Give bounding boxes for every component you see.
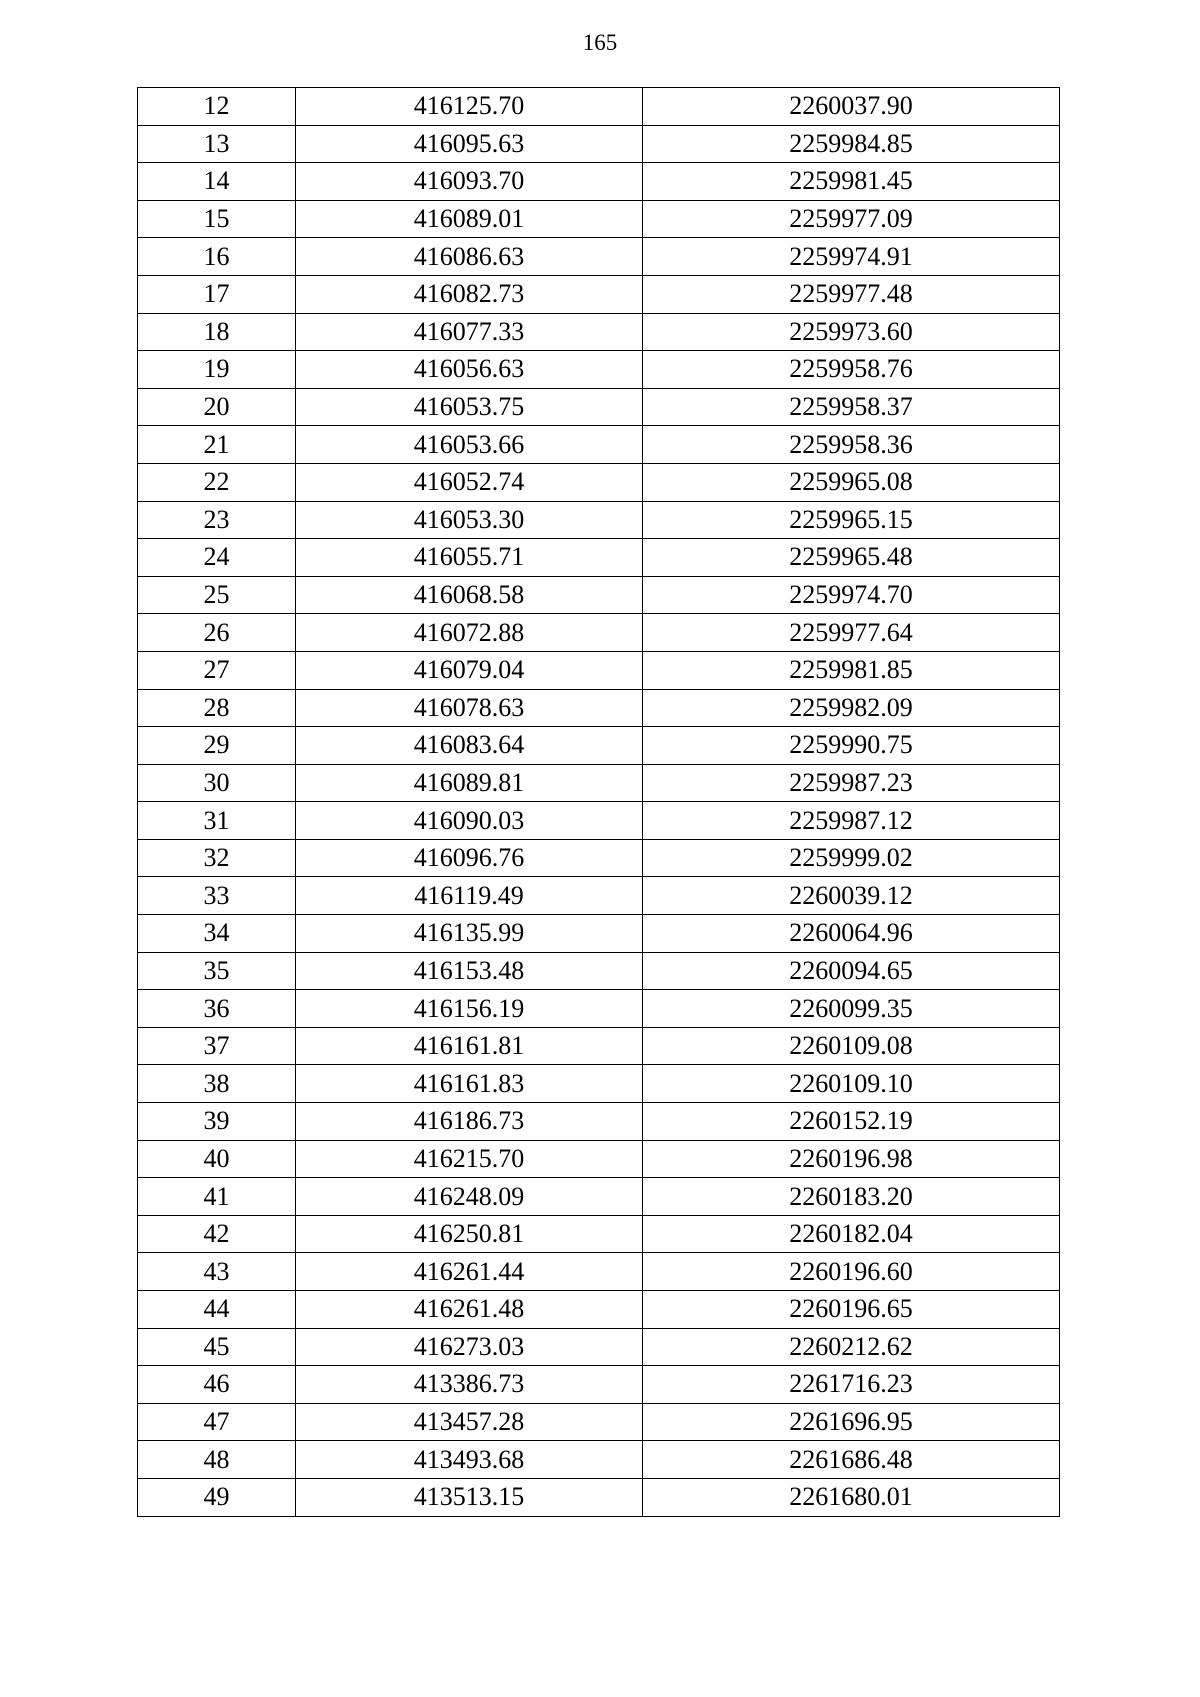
point-number-cell: 18 bbox=[138, 313, 296, 351]
x-coordinate-cell: 416186.73 bbox=[296, 1103, 643, 1141]
point-number-cell: 30 bbox=[138, 764, 296, 802]
y-coordinate-cell: 2260109.08 bbox=[643, 1027, 1060, 1065]
point-number-cell: 25 bbox=[138, 576, 296, 614]
table-row bbox=[138, 200, 1060, 238]
y-coordinate-cell: 2260094.65 bbox=[643, 952, 1060, 990]
table-row bbox=[138, 877, 1060, 915]
point-number-cell: 45 bbox=[138, 1328, 296, 1366]
point-number-cell: 23 bbox=[138, 501, 296, 539]
y-coordinate-cell: 2259958.76 bbox=[643, 351, 1060, 389]
y-coordinate-cell: 2260152.19 bbox=[643, 1103, 1060, 1141]
point-number-cell: 43 bbox=[138, 1253, 296, 1291]
table-row bbox=[138, 727, 1060, 765]
y-coordinate-cell: 2259977.48 bbox=[643, 275, 1060, 313]
point-number-cell: 36 bbox=[138, 990, 296, 1028]
y-coordinate-cell: 2259999.02 bbox=[643, 839, 1060, 877]
table-row bbox=[138, 651, 1060, 689]
y-coordinate-cell: 2259990.75 bbox=[643, 727, 1060, 765]
x-coordinate-cell: 416056.63 bbox=[296, 351, 643, 389]
coordinates-table-body bbox=[138, 88, 1060, 1517]
table-row bbox=[138, 125, 1060, 163]
x-coordinate-cell: 416135.99 bbox=[296, 915, 643, 953]
point-number-cell: 13 bbox=[138, 125, 296, 163]
table-row bbox=[138, 275, 1060, 313]
table-row bbox=[138, 952, 1060, 990]
table-row bbox=[138, 1366, 1060, 1404]
coordinates-table bbox=[137, 87, 1060, 1517]
y-coordinate-cell: 2259974.70 bbox=[643, 576, 1060, 614]
y-coordinate-cell: 2259987.23 bbox=[643, 764, 1060, 802]
point-number-cell: 31 bbox=[138, 802, 296, 840]
point-number-cell: 15 bbox=[138, 200, 296, 238]
y-coordinate-cell: 2260182.04 bbox=[643, 1215, 1060, 1253]
point-number-cell: 22 bbox=[138, 463, 296, 501]
y-coordinate-cell: 2260099.35 bbox=[643, 990, 1060, 1028]
point-number-cell: 24 bbox=[138, 539, 296, 577]
point-number-cell: 28 bbox=[138, 689, 296, 727]
point-number-cell: 44 bbox=[138, 1291, 296, 1329]
y-coordinate-cell: 2261716.23 bbox=[643, 1366, 1060, 1404]
x-coordinate-cell: 416078.63 bbox=[296, 689, 643, 727]
x-coordinate-cell: 416089.01 bbox=[296, 200, 643, 238]
table-row bbox=[138, 388, 1060, 426]
y-coordinate-cell: 2259965.08 bbox=[643, 463, 1060, 501]
x-coordinate-cell: 416215.70 bbox=[296, 1140, 643, 1178]
x-coordinate-cell: 416053.30 bbox=[296, 501, 643, 539]
y-coordinate-cell: 2259965.48 bbox=[643, 539, 1060, 577]
point-number-cell: 35 bbox=[138, 952, 296, 990]
y-coordinate-cell: 2261696.95 bbox=[643, 1403, 1060, 1441]
point-number-cell: 17 bbox=[138, 275, 296, 313]
table-row bbox=[138, 351, 1060, 389]
table-row bbox=[138, 1215, 1060, 1253]
table-row bbox=[138, 88, 1060, 126]
y-coordinate-cell: 2260196.60 bbox=[643, 1253, 1060, 1291]
y-coordinate-cell: 2259965.15 bbox=[643, 501, 1060, 539]
x-coordinate-cell: 416082.73 bbox=[296, 275, 643, 313]
y-coordinate-cell: 2259982.09 bbox=[643, 689, 1060, 727]
table-row bbox=[138, 1065, 1060, 1103]
x-coordinate-cell: 416125.70 bbox=[296, 88, 643, 126]
table-row bbox=[138, 539, 1060, 577]
point-number-cell: 49 bbox=[138, 1478, 296, 1516]
x-coordinate-cell: 416273.03 bbox=[296, 1328, 643, 1366]
y-coordinate-cell: 2260039.12 bbox=[643, 877, 1060, 915]
x-coordinate-cell: 416072.88 bbox=[296, 614, 643, 652]
x-coordinate-cell: 413513.15 bbox=[296, 1478, 643, 1516]
y-coordinate-cell: 2261686.48 bbox=[643, 1441, 1060, 1479]
point-number-cell: 39 bbox=[138, 1103, 296, 1141]
table-row bbox=[138, 576, 1060, 614]
point-number-cell: 21 bbox=[138, 426, 296, 464]
point-number-cell: 20 bbox=[138, 388, 296, 426]
x-coordinate-cell: 416090.03 bbox=[296, 802, 643, 840]
table-row bbox=[138, 1403, 1060, 1441]
y-coordinate-cell: 2260196.65 bbox=[643, 1291, 1060, 1329]
x-coordinate-cell: 416053.66 bbox=[296, 426, 643, 464]
y-coordinate-cell: 2259958.36 bbox=[643, 426, 1060, 464]
table-row bbox=[138, 915, 1060, 953]
x-coordinate-cell: 416077.33 bbox=[296, 313, 643, 351]
point-number-cell: 37 bbox=[138, 1027, 296, 1065]
y-coordinate-cell: 2259981.85 bbox=[643, 651, 1060, 689]
x-coordinate-cell: 416156.19 bbox=[296, 990, 643, 1028]
table-row bbox=[138, 1103, 1060, 1141]
table-row bbox=[138, 1027, 1060, 1065]
y-coordinate-cell: 2259977.09 bbox=[643, 200, 1060, 238]
y-coordinate-cell: 2259973.60 bbox=[643, 313, 1060, 351]
table-row bbox=[138, 238, 1060, 276]
table-row bbox=[138, 990, 1060, 1028]
y-coordinate-cell: 2260064.96 bbox=[643, 915, 1060, 953]
point-number-cell: 33 bbox=[138, 877, 296, 915]
table-row bbox=[138, 802, 1060, 840]
x-coordinate-cell: 416119.49 bbox=[296, 877, 643, 915]
point-number-cell: 19 bbox=[138, 351, 296, 389]
x-coordinate-cell: 416055.71 bbox=[296, 539, 643, 577]
x-coordinate-cell: 416079.04 bbox=[296, 651, 643, 689]
x-coordinate-cell: 416053.75 bbox=[296, 388, 643, 426]
y-coordinate-cell: 2260037.90 bbox=[643, 88, 1060, 126]
x-coordinate-cell: 416261.48 bbox=[296, 1291, 643, 1329]
x-coordinate-cell: 416261.44 bbox=[296, 1253, 643, 1291]
table-row bbox=[138, 1140, 1060, 1178]
y-coordinate-cell: 2259958.37 bbox=[643, 388, 1060, 426]
point-number-cell: 34 bbox=[138, 915, 296, 953]
table-row bbox=[138, 163, 1060, 201]
y-coordinate-cell: 2260109.10 bbox=[643, 1065, 1060, 1103]
table-row bbox=[138, 764, 1060, 802]
point-number-cell: 16 bbox=[138, 238, 296, 276]
x-coordinate-cell: 413493.68 bbox=[296, 1441, 643, 1479]
x-coordinate-cell: 416161.83 bbox=[296, 1065, 643, 1103]
y-coordinate-cell: 2260183.20 bbox=[643, 1178, 1060, 1216]
point-number-cell: 32 bbox=[138, 839, 296, 877]
point-number-cell: 41 bbox=[138, 1178, 296, 1216]
point-number-cell: 12 bbox=[138, 88, 296, 126]
table-row bbox=[138, 1328, 1060, 1366]
x-coordinate-cell: 416153.48 bbox=[296, 952, 643, 990]
x-coordinate-cell: 416083.64 bbox=[296, 727, 643, 765]
point-number-cell: 40 bbox=[138, 1140, 296, 1178]
table-row bbox=[138, 1441, 1060, 1479]
x-coordinate-cell: 416248.09 bbox=[296, 1178, 643, 1216]
x-coordinate-cell: 413386.73 bbox=[296, 1366, 643, 1404]
page-number: 165 bbox=[582, 30, 618, 55]
point-number-cell: 38 bbox=[138, 1065, 296, 1103]
point-number-cell: 14 bbox=[138, 163, 296, 201]
table-row bbox=[138, 1253, 1060, 1291]
point-number-cell: 27 bbox=[138, 651, 296, 689]
y-coordinate-cell: 2260196.98 bbox=[643, 1140, 1060, 1178]
x-coordinate-cell: 416093.70 bbox=[296, 163, 643, 201]
point-number-cell: 47 bbox=[138, 1403, 296, 1441]
x-coordinate-cell: 416089.81 bbox=[296, 764, 643, 802]
table-row bbox=[138, 614, 1060, 652]
y-coordinate-cell: 2261680.01 bbox=[643, 1478, 1060, 1516]
table-row bbox=[138, 313, 1060, 351]
x-coordinate-cell: 413457.28 bbox=[296, 1403, 643, 1441]
table-row bbox=[138, 501, 1060, 539]
point-number-cell: 46 bbox=[138, 1366, 296, 1404]
x-coordinate-cell: 416086.63 bbox=[296, 238, 643, 276]
x-coordinate-cell: 416095.63 bbox=[296, 125, 643, 163]
table-row bbox=[138, 689, 1060, 727]
table-row bbox=[138, 1478, 1060, 1516]
table-row bbox=[138, 426, 1060, 464]
table-row bbox=[138, 1178, 1060, 1216]
point-number-cell: 29 bbox=[138, 727, 296, 765]
table-row bbox=[138, 1291, 1060, 1329]
x-coordinate-cell: 416096.76 bbox=[296, 839, 643, 877]
x-coordinate-cell: 416250.81 bbox=[296, 1215, 643, 1253]
x-coordinate-cell: 416161.81 bbox=[296, 1027, 643, 1065]
y-coordinate-cell: 2259981.45 bbox=[643, 163, 1060, 201]
y-coordinate-cell: 2259977.64 bbox=[643, 614, 1060, 652]
y-coordinate-cell: 2259974.91 bbox=[643, 238, 1060, 276]
x-coordinate-cell: 416068.58 bbox=[296, 576, 643, 614]
y-coordinate-cell: 2260212.62 bbox=[643, 1328, 1060, 1366]
point-number-cell: 42 bbox=[138, 1215, 296, 1253]
table-row bbox=[138, 463, 1060, 501]
table-row bbox=[138, 839, 1060, 877]
x-coordinate-cell: 416052.74 bbox=[296, 463, 643, 501]
y-coordinate-cell: 2259987.12 bbox=[643, 802, 1060, 840]
y-coordinate-cell: 2259984.85 bbox=[643, 125, 1060, 163]
point-number-cell: 26 bbox=[138, 614, 296, 652]
point-number-cell: 48 bbox=[138, 1441, 296, 1479]
